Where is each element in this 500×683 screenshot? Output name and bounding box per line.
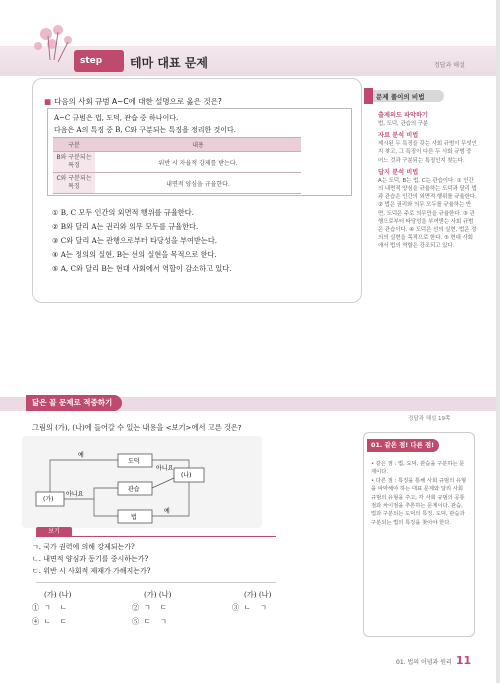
bogi-item: ㄴ. 내면적 양심과 동기를 중시하는가? bbox=[32, 555, 149, 563]
side-text: 제시된 두 특징을 갖는 사회 규범이 무엇인지 찾고, 그 특징이 다른 두 사회 규범 중 어느 것과 구분되는 특징인지 찾는다. bbox=[378, 141, 477, 164]
side-heading: 자료 분석 비법 bbox=[378, 132, 419, 140]
section2-answer-note: 정답과 해설 19쪽 bbox=[408, 416, 451, 422]
table-row: B와 구분되는 특징 위반 시 자율적 강제를 받는다. bbox=[53, 152, 301, 173]
flow-diagram bbox=[34, 440, 230, 525]
option-item[interactable]: ③ C와 달리 A는 관행으로부터 타당성을 부여받는다. bbox=[52, 236, 218, 245]
label-na: (나) bbox=[181, 472, 192, 479]
comparison-text: • 다른 점 : 특징을 통해 사회 규범의 유형을 파악해야 하는 대표 문제와 달리 사회 규범의 유형을 주고, 각 사회 규범의 공통점과 차이점을 추론하는 문제이다. 관습, 법과 구분되는 도덕의 특징, 도덕, 관습과 구분되는 법의 특징을 찾아야 한다. bbox=[371, 477, 467, 526]
side-panel-body bbox=[378, 108, 478, 251]
label-ga: (가) bbox=[43, 496, 54, 503]
bogi-divider bbox=[36, 536, 276, 537]
step-badge: step bbox=[74, 50, 124, 72]
label-ye2: 예 bbox=[164, 508, 170, 515]
answer-column-header: (가) (나) bbox=[244, 590, 272, 599]
label-dodeok: 도덕 bbox=[128, 458, 140, 465]
label-aniyo2: 아니요 bbox=[156, 465, 174, 472]
bogi-label: 보기 bbox=[36, 527, 72, 537]
question2-prompt: 그림의 (가), (나)에 들어갈 수 있는 내용을 <보기>에서 고른 것은? bbox=[32, 423, 242, 432]
table-row: C와 구분되는 특징 내면적 양심을 규율한다. bbox=[53, 173, 301, 194]
answer-choice[interactable]: ④ ㄴ ㄷ bbox=[32, 617, 67, 626]
section2-label: 닮은 꼴 문제로 적중하기 bbox=[26, 395, 122, 411]
page-footer: 01. 법의 이념과 원리 11 bbox=[396, 654, 472, 667]
page-number: 11 bbox=[455, 654, 472, 667]
label-ye1: 예 bbox=[78, 452, 84, 459]
bullet-icon: ■ bbox=[44, 97, 52, 106]
label-beop: 법 bbox=[131, 514, 137, 521]
section-title: 테마 대표 문제 bbox=[130, 56, 208, 70]
option-item[interactable]: ⑤ A, C와 달리 B는 현대 사회에서 역할이 감소하고 있다. bbox=[52, 264, 232, 273]
answer-note: 정답과 해설 bbox=[434, 62, 465, 69]
comparison-header: 01. 같은 점! 다른 점! bbox=[367, 439, 439, 452]
answer-choice[interactable]: ② ㄱ ㄷ bbox=[132, 603, 167, 612]
answer-choice[interactable]: ⑤ ㄷ ㄱ bbox=[132, 617, 167, 626]
side-text: 법, 도덕, 관습의 구분 bbox=[378, 121, 429, 127]
comparison-text: • 같은 점 : 법, 도덕, 관습을 구분하는 문제이다. bbox=[371, 461, 465, 476]
answer-column-header: (가) (나) bbox=[144, 590, 172, 599]
option-item[interactable]: ② B와 달리 A는 권리와 의무 모두를 규율한다. bbox=[52, 222, 199, 231]
answer-choice[interactable]: ① ㄱ ㄴ bbox=[32, 603, 67, 612]
feature-table bbox=[53, 137, 301, 194]
page-edge-strip bbox=[496, 0, 500, 683]
table-header: 내용 bbox=[95, 138, 301, 152]
side-tab-marker bbox=[364, 88, 373, 104]
question-prompt: ■ 다음의 사회 규범 A~C에 대한 설명으로 옳은 것은? bbox=[44, 97, 222, 106]
bogi-list bbox=[32, 541, 151, 577]
table-header: 구분 bbox=[53, 138, 95, 152]
bogi-item: ㄷ. 위반 시 사회적 제재가 가해지는가? bbox=[32, 567, 151, 575]
bogi-item: ㄱ. 국가 권력에 의해 강제되는가? bbox=[32, 543, 135, 551]
label-gwanseup: 관습 bbox=[128, 486, 140, 493]
passage-text: A~C 규범은 법, 도덕, 관습 중 하나이다. 다음은 A의 특징 중 B, C와 구분되는 특징을 정리한 것이다. bbox=[54, 114, 237, 134]
side-tab-label: 문제 풀이의 비법 bbox=[376, 93, 425, 101]
comparison-body bbox=[371, 460, 469, 527]
answer-column-header: (가) (나) bbox=[44, 590, 72, 599]
bogi-divider-bottom bbox=[36, 582, 276, 583]
option-item[interactable]: ④ A는 정의의 실현, B는 선의 실현을 목적으로 한다. bbox=[52, 250, 217, 259]
option-item[interactable]: ① B, C 모두 인간의 외면적 행위를 규율한다. bbox=[52, 208, 194, 217]
side-heading: 답지 분석 비법 bbox=[378, 168, 419, 176]
side-text: A는 도덕, B는 법, C는 관습이다. ① 인간의 내면적 양심을 규율하는 도덕과 달리 법과 관습은 인간의 외면적 행위를 규율한다. ② 법은 권리와 의무 모두를 규율하는 반면, 도덕은 주로 의무만을 규율한다. ③ 관행으로부터 타당성을 부여받는 사회 규범은 관습이다. ④ 도덕은 선의 실현, 법은 정의의 실현을 목적으로 한다. ⑤ 현대 사회에서 법의 역할은 강조되고 있다. bbox=[378, 177, 477, 250]
side-heading: 출제의도 파악하기 bbox=[378, 112, 428, 119]
answer-options bbox=[52, 206, 231, 276]
label-aniyo1: 아니요 bbox=[66, 491, 84, 498]
answer-choice[interactable]: ③ ㄴ ㄱ bbox=[232, 603, 267, 612]
